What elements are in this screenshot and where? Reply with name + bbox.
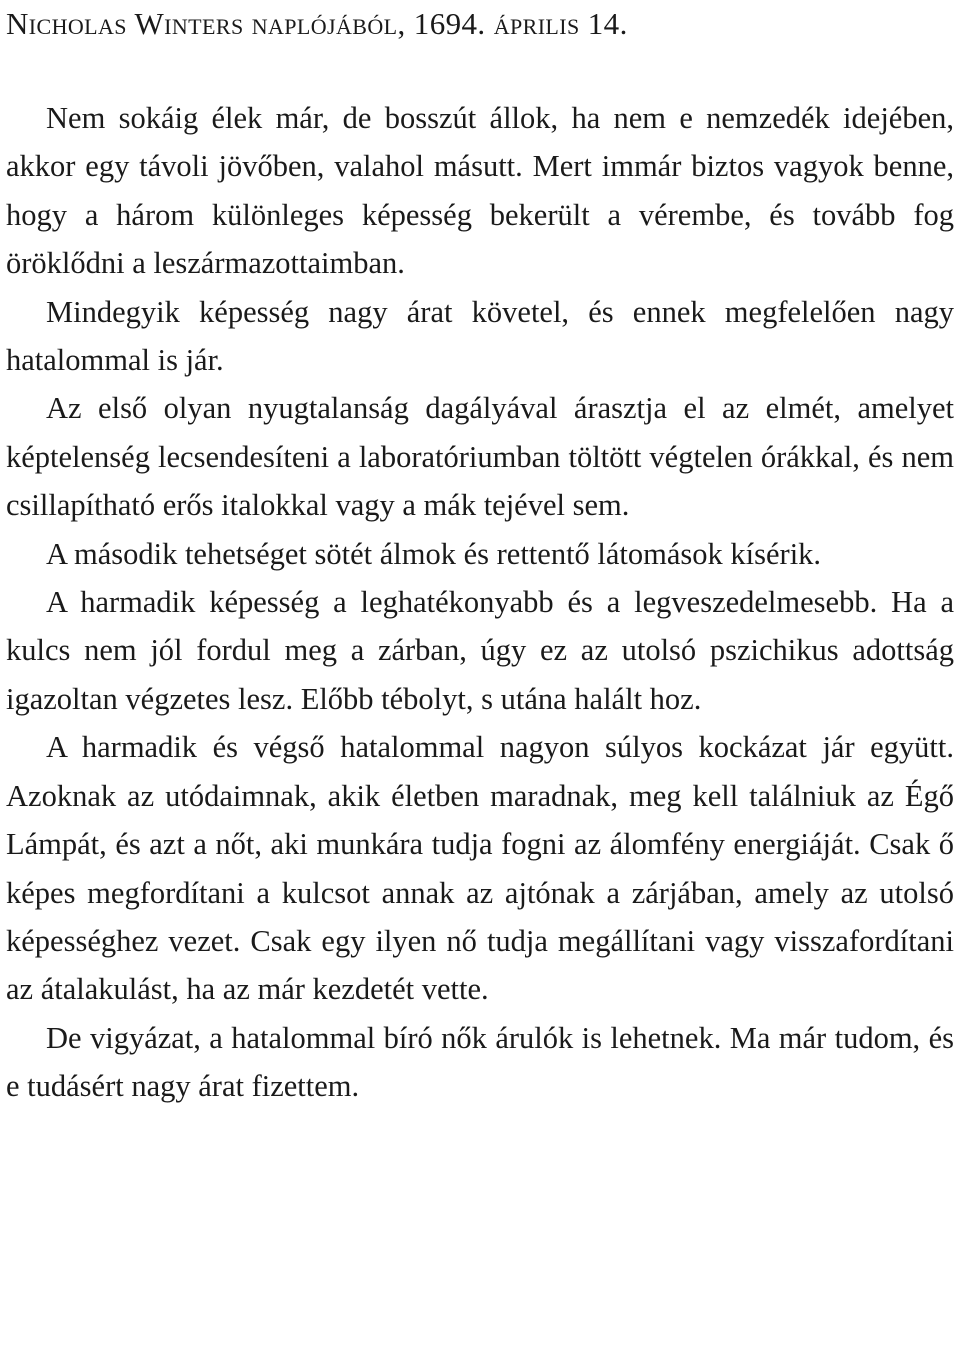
paragraph: A harmadik és végső hatalommal nagyon súlyos kockázat jár együtt. Azoknak az utódaimnak, akik életben maradnak, meg kell találniuk az Égő Lámpát, és azt a nőt, aki munkára tudja fogni az álomfény energiáját. Csak ő képes megfordítani a kulcsot annak az ajtónak a zárjában, amely az utolsó képességhez vezet. Csak egy ilyen nő tudja megállítani vagy visszafordítani az átalakulást, ha az már kezdetét vette. [6,730,954,1007]
paragraph: Mindegyik képesség nagy árat követel, és ennek megfelelően nagy hatalommal is jár. [6,294,954,378]
paragraph: De vigyázat, a hatalommal bíró nők árulók is lehetnek. Ma már tudom, és e tudásért nagy árat fizettem. [6,1020,954,1104]
paragraph: Az első olyan nyugtalanság dagályával árasztja el az elmét, amelyet képtelenség lecsendesíteni a laboratóriumban töltött végtelen órákkal, és nem csillapítható erős italokkal vagy a mák tejével sem. [6,391,954,523]
diary-entry-body [6,94,954,1111]
paragraph: A második tehetséget sötét álmok és rettentő látomások kísérik. [46,536,822,571]
book-page [6,0,954,1359]
paragraph: Nem sokáig élek már, de bosszút állok, ha nem e nemzedék idejében, akkor egy távoli jövőben, valahol másutt. Mert immár biztos vagyok benne, hogy a három különleges képesség bekerült a vérembe, és tovább fog öröklődni a leszármazottaimban. [6,101,954,281]
paragraph: A harmadik képesség a leghatékonyabb és a legveszedelmesebb. Ha a kulcs nem jól fordul meg a zárban, úgy ez az utolsó pszichikus adottság igazoltan végzetes lesz. Előbb tébolyt, s utána halált hoz. [6,585,954,716]
diary-entry-heading: Nicholas Winters naplójából, 1694. április 14. [6,6,628,41]
